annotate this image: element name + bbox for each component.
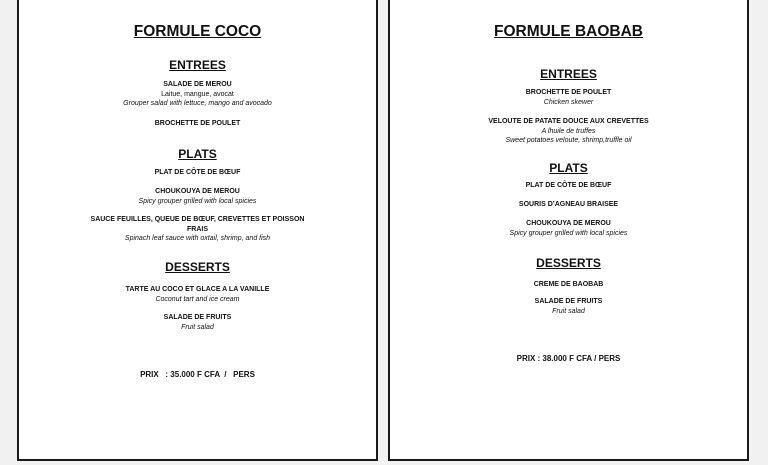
item-name: PLAT DE CÔTE DE BŒUF — [154, 169, 241, 176]
page-title: FORMULE COCO — [133, 23, 262, 40]
menu-item — [390, 200, 747, 210]
item-name: SALADE DE FRUITS — [163, 314, 232, 321]
price-label: PRIX : 38.000 F CFA / PERS — [516, 354, 621, 363]
item-name: SALADE DE MEROU — [163, 81, 232, 88]
menu-item — [390, 280, 747, 290]
price-label: PRIX : 35.000 F CFA / PERS — [140, 370, 255, 379]
item-description-en: Spinach leaf sauce with oxtail, shrimp, and fish — [124, 235, 271, 242]
item-name: SALADE DE FRUITS — [534, 298, 603, 305]
menu-item — [390, 297, 747, 316]
menu-page-formule-baobab — [388, 0, 749, 461]
menu-item — [390, 117, 747, 146]
menu-item — [390, 88, 747, 107]
item-description-en: Coconut tart and ice cream — [155, 295, 240, 303]
item-description-en: Fruit salad — [552, 307, 585, 315]
menu-item — [19, 285, 376, 304]
item-name: PLAT DE CÔTE DE BŒUF — [525, 182, 612, 189]
section-heading-entrees: ENTREES — [169, 58, 226, 72]
menu-item — [19, 80, 376, 109]
menu-item — [390, 219, 747, 238]
item-name: BROCHETTE DE POULET — [154, 120, 241, 127]
item-name: CHOUKOUYA DE MEROU — [526, 220, 611, 227]
section-heading-plats: PLATS — [178, 147, 217, 161]
item-description-en: Chicken skewer — [543, 98, 594, 106]
menu-item — [19, 168, 376, 178]
item-name: TARTE AU COCO ET GLACE A LA VANILLE — [125, 286, 270, 293]
item-description-fr: Laitue, mangue, avocat — [161, 90, 234, 98]
item-description-en: Sweet potatoes veloute, shrimp,truffle oil — [505, 137, 632, 144]
menu-item — [19, 313, 376, 332]
item-name-continued: FRAIS — [187, 225, 208, 233]
item-description-en: Spicy grouper grilled with local spicies — [509, 229, 628, 237]
item-name: SAUCE FEUILLES, QUEUE DE BŒUF, CREVETTES ET POISSON — [90, 216, 305, 223]
menu-item — [390, 181, 747, 191]
section-heading-entrees: ENTREES — [540, 67, 597, 81]
section-heading-desserts: DESSERTS — [536, 256, 601, 270]
item-description-en: Spicy grouper grilled with local spicies — [138, 197, 257, 205]
menu-page-formule-coco — [17, 0, 378, 461]
menu-item — [19, 215, 376, 244]
menu-item — [19, 187, 376, 206]
item-name: SOURIS D’AGNEAU BRAISEE — [518, 201, 619, 208]
section-heading-desserts: DESSERTS — [165, 260, 230, 274]
item-description-en: Fruit salad — [181, 323, 214, 331]
item-name: VELOUTE DE PATATE DOUCE AUX CREVETTES — [488, 118, 649, 125]
menu-item — [19, 119, 376, 129]
page-title: FORMULE BAOBAB — [494, 23, 643, 40]
item-name: CHOUKOUYA DE MEROU — [155, 188, 240, 195]
item-name: BROCHETTE DE POULET — [525, 89, 612, 96]
section-heading-plats: PLATS — [549, 161, 588, 175]
item-description-fr: A lhuile de truffes — [541, 127, 596, 135]
item-name: CREME DE BAOBAB — [533, 281, 604, 288]
item-description-en: Grouper salad with lettuce, mango and avocado — [123, 100, 272, 107]
